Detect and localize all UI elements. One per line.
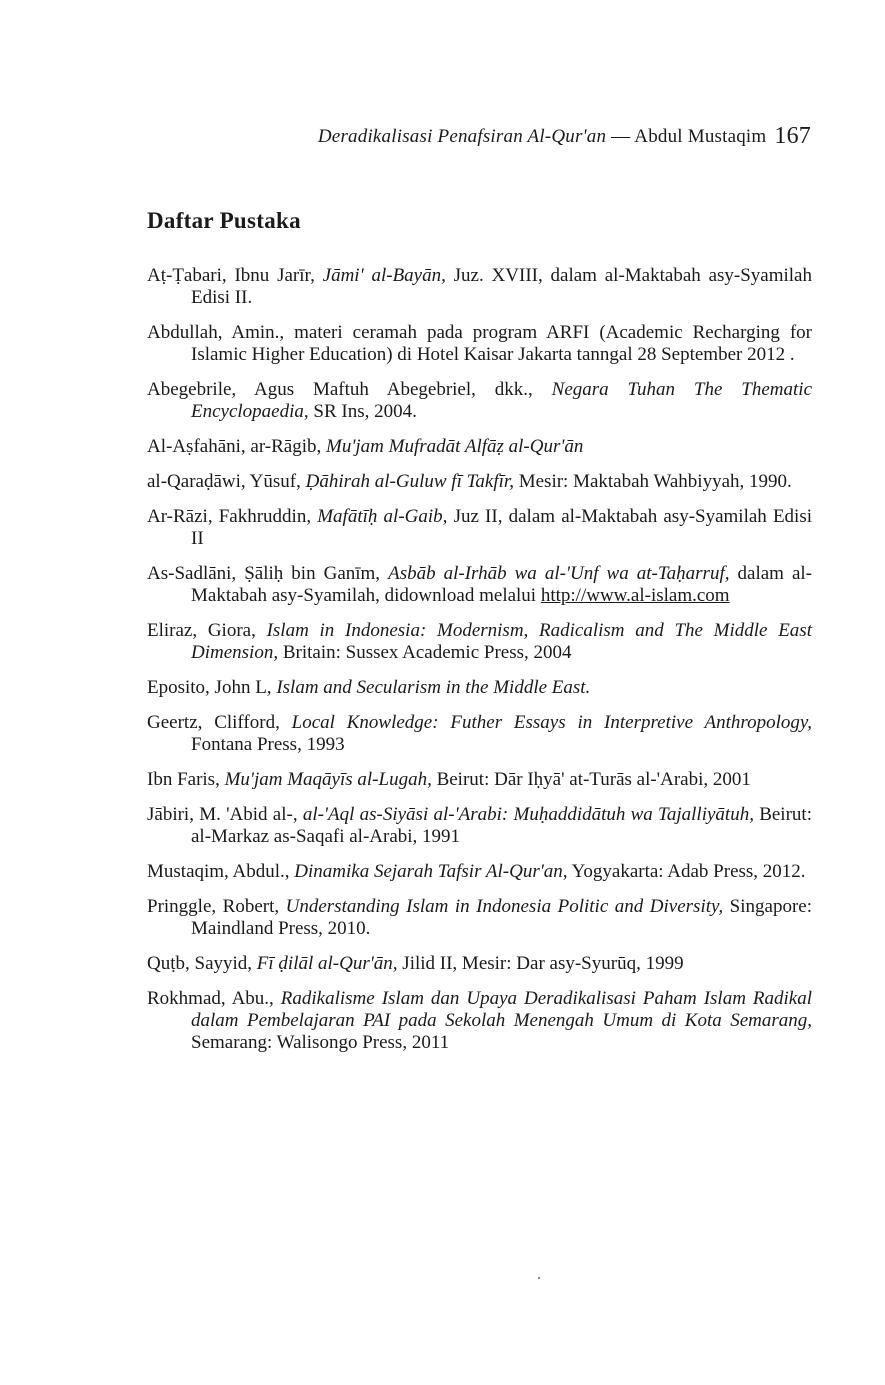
reference-list <box>147 265 812 1067</box>
ref-title: Local Knowledge: Futher Essays in Interpretive Anthropology, <box>291 712 812 733</box>
ref-publication: Juz. XVIII, dalam al-Maktabah asy-Syamilah Edisi II. <box>191 265 812 308</box>
ref-publication: dalam al-Maktabah asy-Syamilah, didownload melalui <box>191 563 813 606</box>
reference-entry <box>147 677 812 699</box>
ref-publication: Fontana Press, 1993 <box>191 734 345 755</box>
ref-title: Jāmi' al-Bayān, <box>322 265 446 286</box>
ref-author: al-Qaraḍāwi, Yūsuf, <box>147 471 306 492</box>
ref-title: Asbāb al-Irhāb wa al-'Unf wa at-Taḥarruf, <box>388 563 730 584</box>
ref-publication: Jilid II, Mesir: Dar asy-Syurūq, 1999 <box>397 953 684 974</box>
ref-title: Mu'jam Mufradāt Alfāẓ al-Qur'ān <box>326 436 584 457</box>
ref-author: Quṭb, Sayyid, <box>147 953 257 974</box>
ref-author: Ibn Faris, <box>147 769 225 790</box>
ref-title: Understanding Islam in Indonesia Politic and Diversity, <box>285 896 724 917</box>
ref-publication: Beirut: al-Markaz as-Saqafi al-Arabi, 1991 <box>191 804 812 847</box>
ref-publication: Britain: Sussex Academic Press, 2004 <box>278 642 572 663</box>
ref-publication: Juz II, dalam al-Maktabah asy-Syamilah Edisi II <box>191 506 812 549</box>
ref-link[interactable]: http://www.al-islam.com <box>540 585 730 606</box>
reference-entry <box>147 436 812 458</box>
ref-publication: Semarang: Walisongo Press, 2011 <box>191 1032 450 1053</box>
ref-title: al-'Aql as-Siyāsi al-'Arabi: Muḥaddidātuh wa Tajalliyātuh, <box>302 804 754 825</box>
page-number: 167 <box>774 123 811 149</box>
reference-entry <box>147 563 812 607</box>
ref-title: Mafātīḥ al-Gaib, <box>317 506 448 527</box>
reference-entry <box>147 804 812 848</box>
reference-entry <box>147 379 812 423</box>
ref-author: Aṭ-Ṭabari, Ibnu Jarīr, <box>147 265 323 286</box>
header-author: Abdul Mustaqim <box>634 126 767 147</box>
ref-title: Ḍāhirah al-Guluw fī Takfīr, <box>305 471 514 492</box>
ref-author: Pringgle, Robert, <box>147 896 286 917</box>
ref-publication: Singapore: Maindland Press, 2010. <box>191 896 812 939</box>
reference-entry <box>147 620 812 664</box>
ref-title: Islam and Secularism in the Middle East. <box>276 677 591 698</box>
scan-speck <box>538 1277 540 1279</box>
reference-entry <box>147 861 812 883</box>
ref-author: Eliraz, Giora, <box>147 620 267 641</box>
ref-publication: Yogyakarta: Adab Press, 2012. <box>567 861 806 882</box>
ref-author: Abdullah, Amin., materi ceramah pada program ARFI (Academic Recharging for Islamic Higher Education) di Hotel Kaisar Jakarta tanngal 28 September 2012 . <box>147 322 812 365</box>
ref-author: Abegebrile, Agus Maftuh Abegebriel, dkk., <box>147 379 552 400</box>
reference-entry <box>147 953 812 975</box>
ref-title: Mu'jam Maqāyīs al-Lugah, <box>224 769 432 790</box>
reference-entry <box>147 769 812 791</box>
header-separator: — <box>606 126 635 147</box>
ref-author: Jābiri, M. 'Abid al-, <box>147 804 303 825</box>
ref-author: Rokhmad, Abu., <box>147 988 281 1009</box>
reference-entry <box>147 322 812 366</box>
ref-publication: SR Ins, 2004. <box>308 401 417 422</box>
reference-entry <box>147 896 812 940</box>
ref-title: Negara Tuhan The Thematic Encyclopaedia, <box>191 379 812 422</box>
ref-author: As-Sadlāni, Ṣāliḥ bin Ganīm, <box>147 563 389 584</box>
ref-title: Islam in Indonesia: Modernism, Radicalism and The Middle East Dimension, <box>191 620 812 663</box>
ref-author: Mustaqim, Abdul., <box>147 861 295 882</box>
reference-entry <box>147 712 812 756</box>
reference-entry <box>147 471 812 493</box>
ref-author: Ar-Rāzi, Fakhruddin, <box>147 506 318 527</box>
running-header <box>0 123 811 150</box>
reference-entry <box>147 988 812 1054</box>
ref-title: Radikalisme Islam dan Upaya Deradikalisasi Paham Islam Radikal dalam Pembelajaran PAI pada Sekolah Menengah Umum di Kota Semarang, <box>191 988 812 1031</box>
ref-title: Dinamika Sejarah Tafsir Al-Qur'an, <box>294 861 568 882</box>
ref-title: Fī ḍilāl al-Qur'ān, <box>256 953 398 974</box>
reference-entry <box>147 506 812 550</box>
reference-entry <box>147 265 812 309</box>
ref-publication: Beirut: Dār Iḥyā' at-Turās al-'Arabi, 2001 <box>431 769 751 790</box>
ref-author: Eposito, John L, <box>147 677 277 698</box>
section-title: Daftar Pustaka <box>147 208 301 233</box>
ref-author: Al-Aṣfahāni, ar-Rāgib, <box>147 436 327 457</box>
ref-author: Geertz, Clifford, <box>147 712 292 733</box>
running-title: Deradikalisasi Penafsiran Al-Qur'an <box>317 126 607 147</box>
ref-publication: Mesir: Maktabah Wahbiyyah, 1990. <box>513 471 792 492</box>
